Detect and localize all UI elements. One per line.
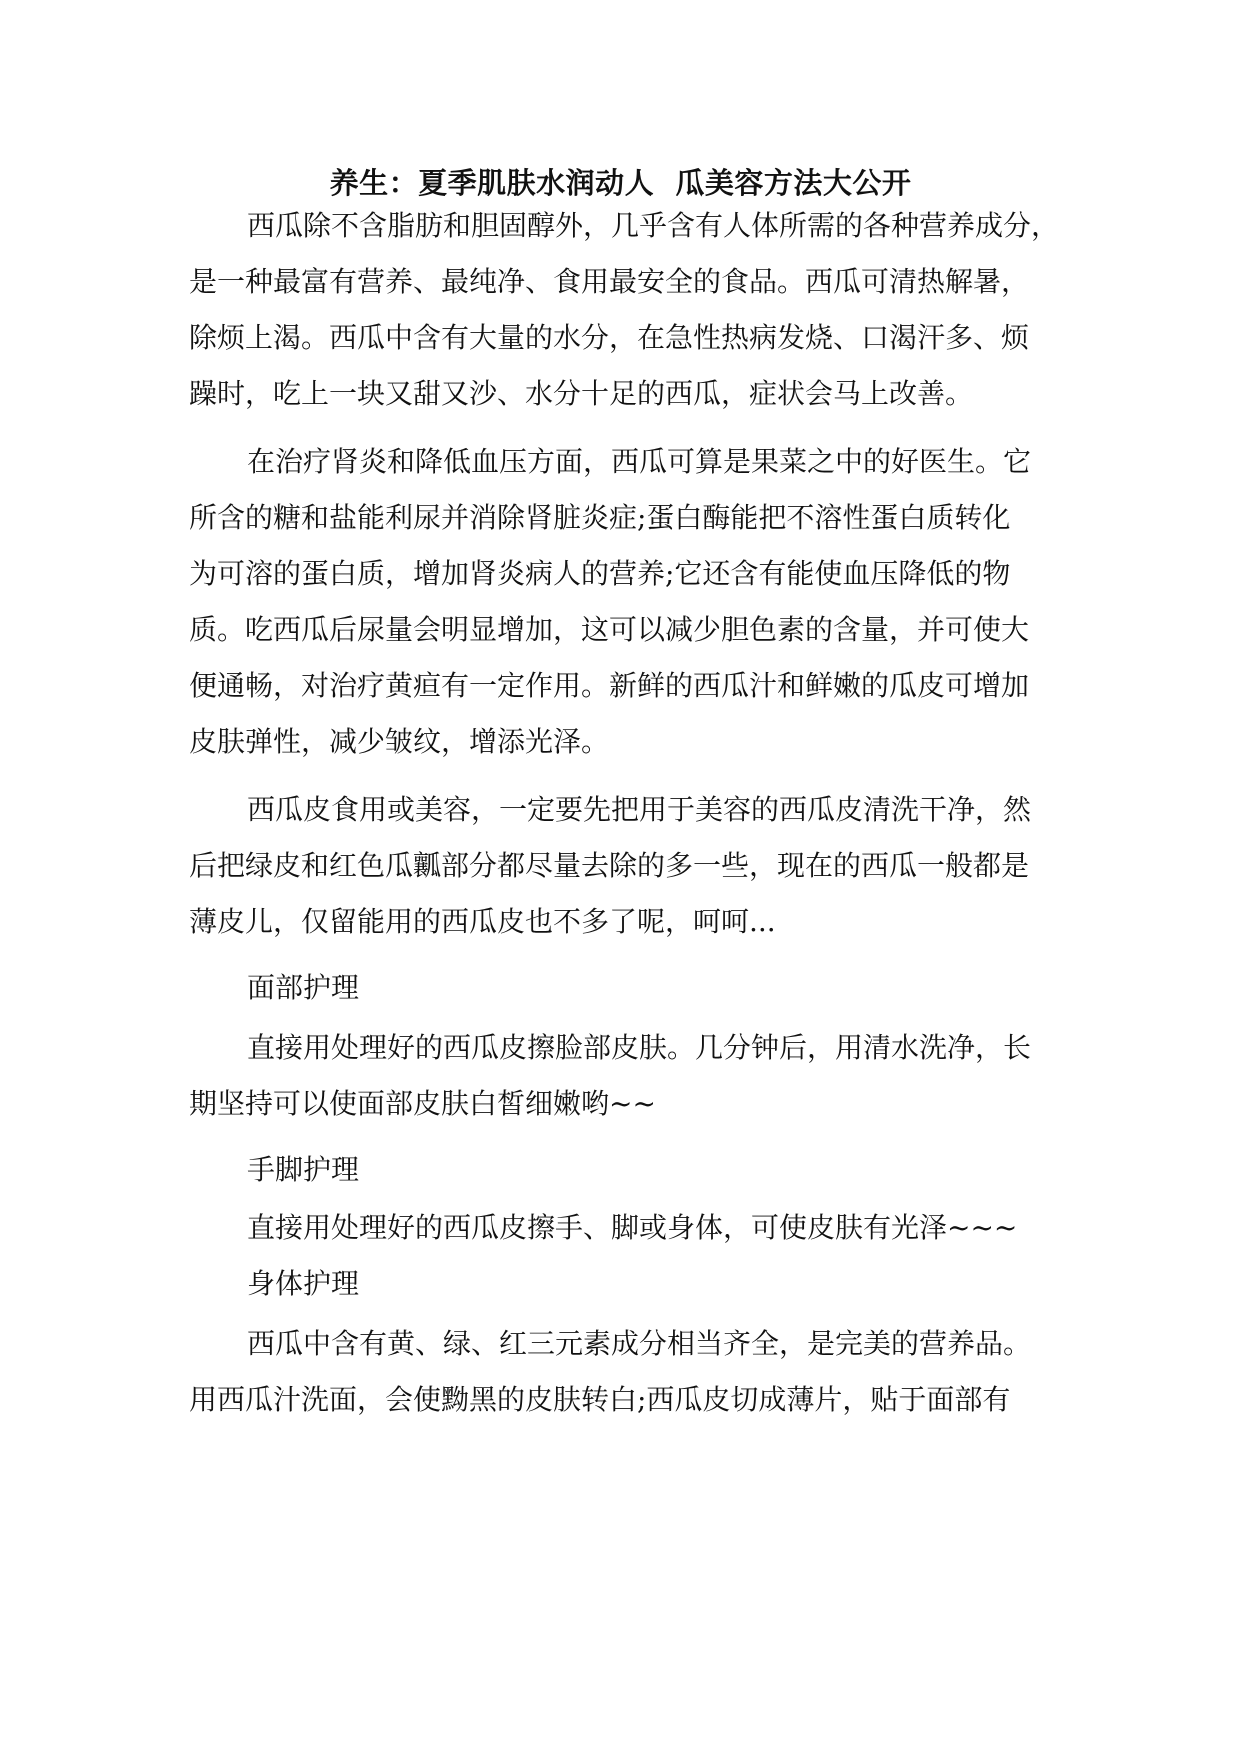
paragraph-3-line-3: 薄皮儿，仅留能用的西瓜皮也不多了呢，呵呵...: [189, 905, 776, 938]
paragraph-1-line-1: 西瓜除不含脂肪和胆固醇外，几乎含有人体所需的各种营养成分，: [247, 209, 1059, 242]
paragraph-2-line-2: 所含的糖和盐能利尿并消除肾脏炎症;蛋白酶能把不溶性蛋白质转化: [189, 501, 1011, 534]
paragraph-2-line-6: 皮肤弹性，减少皱纹，增添光泽。: [189, 725, 610, 758]
section-heading-body-care: 身体护理: [247, 1267, 360, 1300]
paragraph-1-line-2: 是一种最富有营养、最纯净、食用最安全的食品。西瓜可清热解暑，: [189, 265, 1030, 298]
section-heading-face-care: 面部护理: [247, 971, 360, 1004]
paragraph-4-line-2: 期坚持可以使面部皮肤白皙细嫩哟~~: [189, 1087, 656, 1120]
section-heading-hand-foot-care: 手脚护理: [247, 1153, 360, 1186]
paragraph-1-line-3: 除烦上渴。西瓜中含有大量的水分，在急性热病发烧、口渴汗多、烦: [189, 321, 1030, 354]
paragraph-3-line-1: 西瓜皮食用或美容，一定要先把用于美容的西瓜皮清洗干净，然: [247, 793, 1032, 826]
document-title: 养生：夏季肌肤水润动人 瓜美容方法大公开: [329, 166, 912, 200]
paragraph-2-line-1: 在治疗肾炎和降低血压方面，西瓜可算是果菜之中的好医生。它: [247, 445, 1032, 478]
paragraph-3-line-2: 后把绿皮和红色瓜瓤部分都尽量去除的多一些，现在的西瓜一般都是: [189, 849, 1030, 882]
paragraph-2-line-5: 便通畅，对治疗黄疸有一定作用。新鲜的西瓜汁和鲜嫩的瓜皮可增加: [189, 669, 1030, 702]
paragraph-6-line-2: 用西瓜汁洗面，会使黝黑的皮肤转白;西瓜皮切成薄片，贴于面部有: [189, 1383, 1011, 1416]
paragraph-5-line-1: 直接用处理好的西瓜皮擦手、脚或身体，可使皮肤有光泽~~~: [247, 1211, 1018, 1244]
paragraph-4-line-1: 直接用处理好的西瓜皮擦脸部皮肤。几分钟后，用清水洗净，长: [247, 1031, 1032, 1064]
paragraph-2-line-3: 为可溶的蛋白质，增加肾炎病人的营养;它还含有能使血压降低的物: [189, 557, 1011, 590]
paragraph-2-line-4: 质。吃西瓜后尿量会明显增加，这可以减少胆色素的含量，并可使大: [189, 613, 1030, 646]
paragraph-6-line-1: 西瓜中含有黄、绿、红三元素成分相当齐全，是完美的营养品。: [247, 1327, 1032, 1360]
paragraph-1-line-4: 躁时，吃上一块又甜又沙、水分十足的西瓜，症状会马上改善。: [189, 377, 974, 410]
